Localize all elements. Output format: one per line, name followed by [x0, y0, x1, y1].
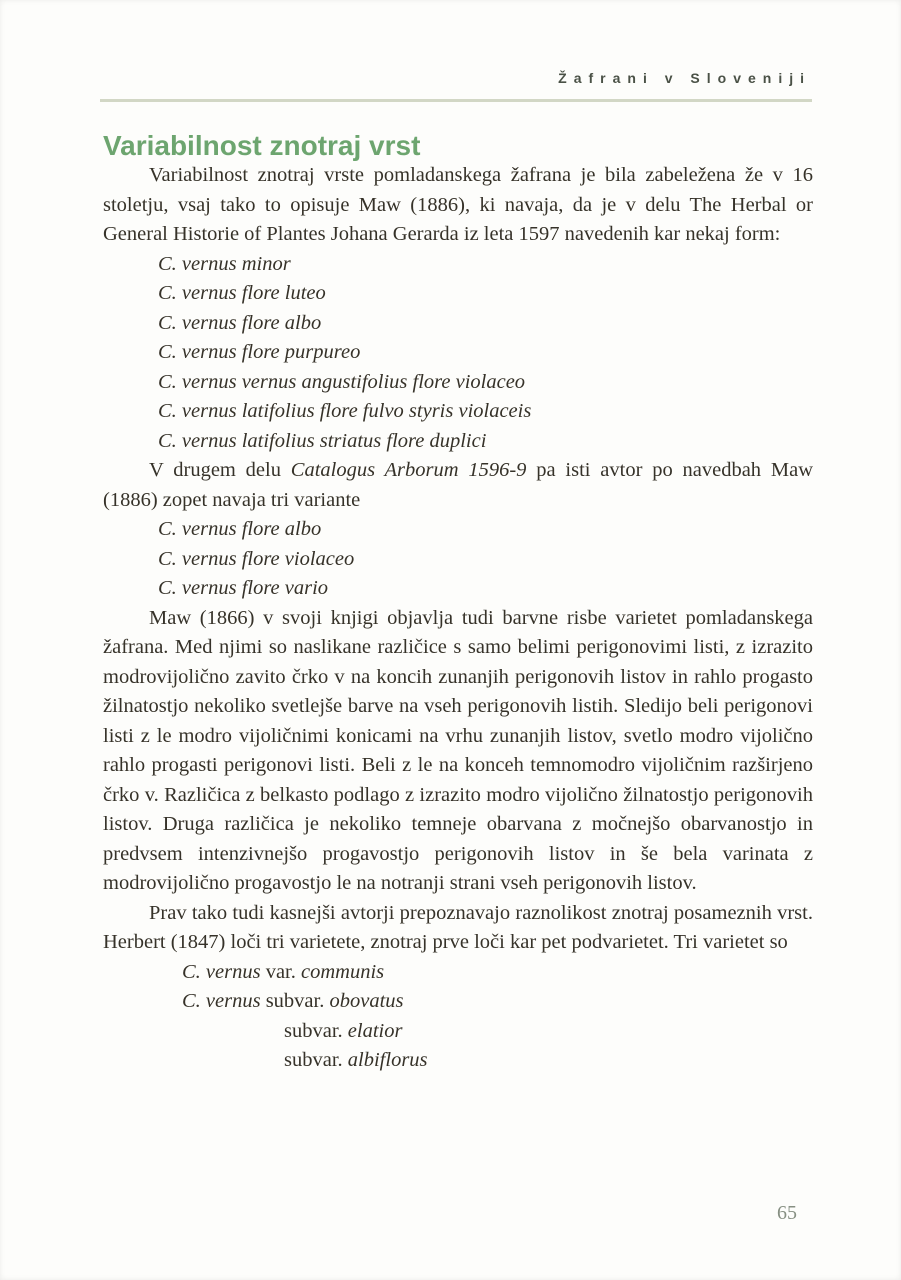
catalogus-variants-list	[103, 515, 813, 604]
list-item	[103, 1046, 813, 1076]
rank-abbrev: subvar.	[260, 990, 330, 1012]
paragraph-intro: Variabilnost znotraj vrste pomladanskega žafrana je bila zabeležena že v 16 stoletju, vsaj tako to opisuje Maw (1886), ki navaja, da je v delu The Herbal or General Historie of Plantes Johana Gerarda iz leta 1597 navedenih kar nekaj form:	[103, 164, 813, 245]
paragraph-text: pa isti avtor po navedbah Maw (1886) zopet navaja tri variante	[103, 459, 813, 511]
list-item: C. vernus vernus angustifolius flore violaceo	[158, 370, 526, 393]
variety-name: elatior	[347, 1019, 403, 1042]
rank-abbrev: subvar.	[284, 1049, 348, 1071]
list-item: C. vernus latifolius striatus flore duplici	[158, 429, 487, 452]
list-item: C. vernus latifolius flore fulvo styris violaceis	[158, 400, 532, 422]
list-item	[103, 1017, 813, 1047]
page-number: 65	[777, 1202, 797, 1224]
list-item: C. vernus minor	[158, 252, 291, 275]
variety-name: albiflorus	[347, 1049, 428, 1071]
paragraph-maw-drawings: Maw (1866) v svoji knjigi objavlja tudi barvne risbe varietet pomladanskega žafrana. Med njimi so naslikane različice s samo belimi perigonovimi listi, z izrazito modrovijolično zavito črko v na koncih zunanjih perigonovih listov in rahlo progasto žilnatostjo nekoliko svetlejše barve na vseh perigonovih listih. Sledijo beli perigonovi listi z le modro vijoličnimi konicami na vrhu zunanjih listov, svetlo modro vijolično rahlo progasti perigonovi listi. Beli z le na konceh temnomodro vijoličnim razširjeno črko v. Različica z belkasto podlago z izrazito modro vijolično žilnatostjo perigonovih listov. Druga različica je nekoliko temneje obarvana z močnejšo obarvanostjo in predvsem intenzivnejšo progavostjo perigonovih listov in še bela varinata z modrovijolično progavostjo le na notranji strani vseh perigonovih listov.	[103, 606, 813, 894]
running-header: Žafrani v Sloveniji	[558, 70, 811, 86]
list-item: C. vernus flore luteo	[158, 282, 326, 304]
species-name: C. vernus	[182, 990, 261, 1012]
paragraph-catalogus	[103, 456, 813, 515]
section-title: Variabilnost znotraj vrst	[103, 129, 421, 161]
herbert-varieties-list	[103, 958, 813, 1076]
list-item: C. vernus flore vario	[158, 577, 329, 599]
species-name: C. vernus	[182, 960, 261, 983]
forms-1597-list	[103, 250, 813, 457]
header-divider	[100, 99, 812, 102]
list-item: C. vernus flore purpureo	[158, 341, 361, 363]
paragraph-text: V drugem delu	[149, 459, 291, 481]
variety-name: obovatus	[329, 990, 404, 1012]
list-item	[103, 987, 813, 1017]
book-title: Catalogus Arborum 1596-9	[290, 459, 527, 481]
paragraph-herbert: Prav tako tudi kasnejši avtorji prepoznavajo raznolikost znotraj posameznih vrst. Herbert (1847) loči tri varietete, znotraj prve loči kar pet podvarietet. Tri varietet so	[103, 901, 813, 953]
rank-abbrev: subvar.	[284, 1019, 348, 1042]
variety-name: communis	[301, 960, 385, 983]
list-item	[103, 958, 813, 988]
list-item: C. vernus flore violaceo	[158, 547, 355, 570]
body-text	[103, 161, 813, 1076]
list-item: C. vernus flore albo	[158, 311, 322, 334]
rank-abbrev: var.	[260, 960, 301, 983]
list-item: C. vernus flore albo	[158, 518, 322, 540]
